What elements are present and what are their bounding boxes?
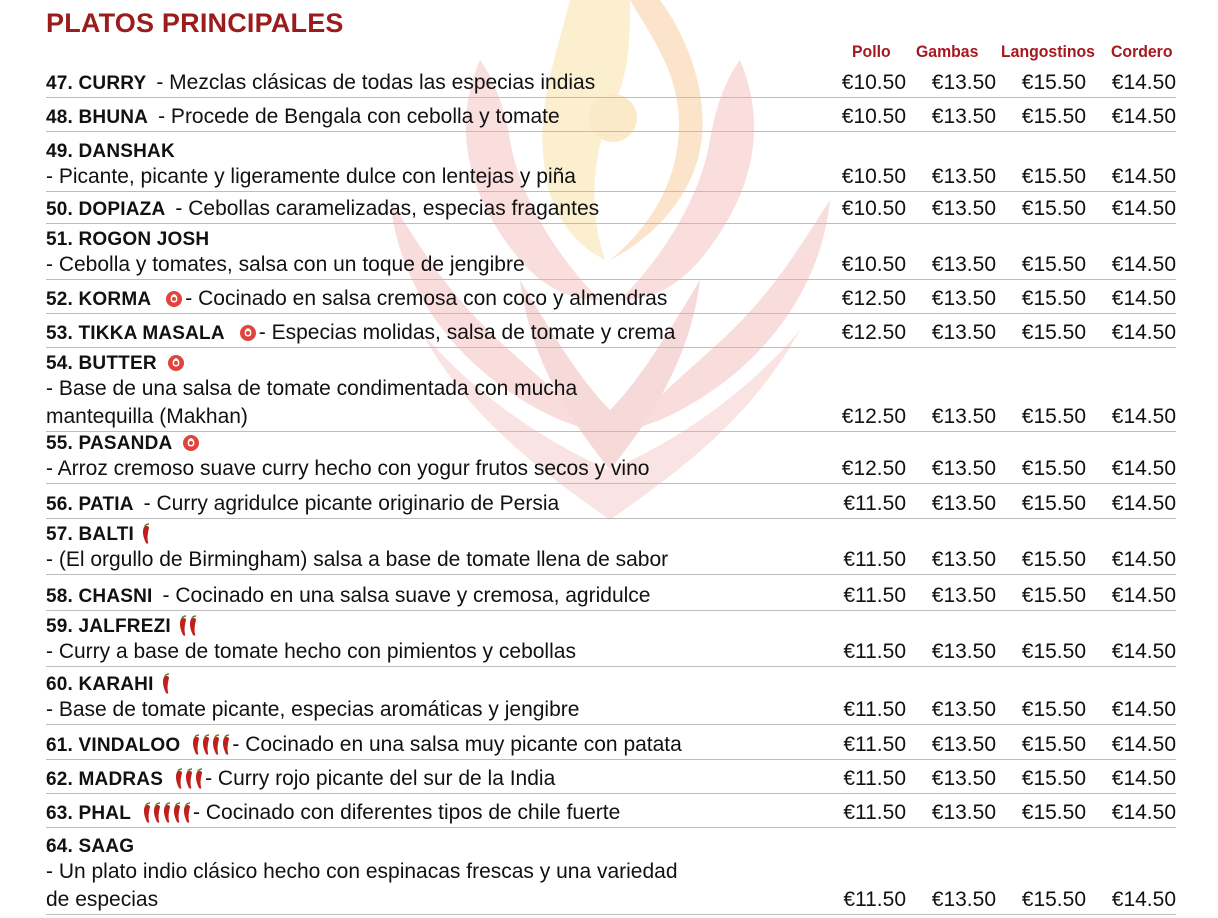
price-cell: €14.50	[1111, 492, 1176, 515]
dish-name: 47. CURRY	[46, 73, 147, 94]
dish-name: 60. KARAHI	[46, 674, 154, 695]
price-cell: €14.50	[1111, 640, 1176, 663]
price-group	[816, 285, 1176, 313]
menu-row	[46, 490, 1176, 519]
menu-row	[46, 731, 1176, 760]
dish-line	[46, 103, 1176, 131]
price-group	[816, 731, 1176, 759]
dish-name: 58. CHASNI	[46, 586, 153, 607]
dish-name: 57. BALTI	[46, 524, 135, 545]
price-cell: €15.50	[1021, 105, 1086, 128]
price-cell: €13.50	[931, 640, 996, 663]
price-group	[816, 799, 1176, 827]
price-cell: €14.50	[1111, 405, 1176, 428]
dish-line	[46, 731, 1176, 759]
menu-row	[46, 195, 1176, 224]
price-group	[816, 319, 1176, 347]
dish-description-line	[46, 163, 1176, 191]
price-cell: €15.50	[1021, 888, 1086, 911]
dish-description: - Cebolla y tomates, salsa con un toque de jengibre	[46, 253, 525, 276]
price-cell: €10.50	[841, 197, 906, 220]
dish-name: 61. VINDALOO	[46, 735, 181, 756]
price-cell: €15.50	[1021, 492, 1086, 515]
price-cell: €10.50	[841, 253, 906, 276]
dish-description-line	[46, 886, 1176, 914]
menu-row	[46, 319, 1176, 348]
dish-line	[46, 319, 1176, 347]
price-cell: €13.50	[931, 197, 996, 220]
price-cell: €11.50	[843, 584, 906, 607]
price-cell: €14.50	[1111, 321, 1176, 344]
price-cell: €11.50	[843, 698, 906, 721]
dish-name: 52. KORMA	[46, 289, 152, 310]
price-cell: €12.50	[841, 457, 906, 480]
menu-row	[46, 524, 1176, 575]
dish-name: 62. MADRAS	[46, 769, 164, 790]
price-cell: €11.50	[843, 888, 906, 911]
price-cell: €11.50	[843, 640, 906, 663]
dish-name: 49. DANSHAK	[46, 141, 175, 162]
price-cell: €11.50	[843, 548, 906, 571]
chili-icon	[193, 768, 205, 790]
dish-description: - Arroz cremoso suave curry hecho con yogur frutos secos y vino	[46, 457, 650, 480]
price-cell: €15.50	[1021, 801, 1086, 824]
price-group	[816, 696, 1176, 724]
price-cell: €15.50	[1021, 457, 1086, 480]
dish-name: 59. JALFREZI	[46, 616, 171, 637]
dish-description: - Picante, picante y ligeramente dulce con lentejas y piña	[46, 165, 576, 188]
chili-icon	[160, 673, 172, 695]
dish-line	[46, 285, 1176, 313]
dish-description-line	[46, 375, 1176, 403]
price-group	[816, 195, 1176, 223]
menu-row	[46, 433, 1176, 484]
column-header-pollo: Pollo	[852, 42, 891, 61]
dish-name: 48. BHUNA	[46, 107, 149, 128]
price-cell: €13.50	[931, 405, 996, 428]
price-cell: €13.50	[931, 801, 996, 824]
dish-description: - Curry a base de tomate hecho con pimientos y cebollas	[46, 640, 576, 663]
dish-description: - Cocinado en una salsa suave y cremosa, agridulce	[162, 584, 651, 607]
nut-allergen-icon	[239, 324, 257, 342]
dish-description-line	[46, 858, 1176, 886]
dish-name: 51. ROGON JOSH	[46, 229, 210, 250]
dish-name-line	[46, 524, 1176, 546]
dish-description: - Cocinado en una salsa muy picante con patata	[232, 733, 682, 756]
price-group	[816, 163, 1176, 191]
chili-icon	[140, 523, 152, 545]
price-cell: €13.50	[931, 698, 996, 721]
price-cell: €14.50	[1111, 165, 1176, 188]
price-cell: €13.50	[931, 767, 996, 790]
dish-name: 50. DOPIAZA	[46, 199, 166, 220]
dish-name-line	[46, 229, 1176, 251]
price-group	[816, 886, 1176, 914]
menu-row	[46, 353, 1176, 432]
price-cell: €13.50	[931, 733, 996, 756]
price-cell: €10.50	[841, 105, 906, 128]
price-group	[816, 69, 1176, 97]
price-cell: €14.50	[1111, 698, 1176, 721]
price-cell: €14.50	[1111, 733, 1176, 756]
price-cell: €13.50	[931, 492, 996, 515]
dish-name: 55. PASANDA	[46, 433, 173, 454]
price-cell: €10.50	[841, 71, 906, 94]
menu-row	[46, 765, 1176, 794]
price-cell: €15.50	[1021, 253, 1086, 276]
menu-row	[46, 69, 1176, 98]
price-cell: €13.50	[931, 71, 996, 94]
dish-name: 53. TIKKA MASALA	[46, 323, 225, 344]
dish-line	[46, 582, 1176, 610]
price-cell: €15.50	[1021, 733, 1086, 756]
price-group	[816, 582, 1176, 610]
menu-row	[46, 799, 1176, 828]
price-cell: €14.50	[1111, 584, 1176, 607]
price-cell: €14.50	[1111, 548, 1176, 571]
nut-allergen-icon	[182, 434, 200, 452]
price-cell: €10.50	[841, 165, 906, 188]
price-cell: €13.50	[931, 253, 996, 276]
chili-icon	[181, 802, 193, 824]
dish-description-cont: mantequilla (Makhan)	[46, 405, 248, 428]
price-cell: €15.50	[1021, 767, 1086, 790]
price-cell: €15.50	[1021, 640, 1086, 663]
dish-name-line	[46, 353, 1176, 375]
nut-allergen-icon	[167, 354, 185, 372]
dish-line	[46, 490, 1176, 518]
price-group	[816, 103, 1176, 131]
dish-name: 64. SAAG	[46, 836, 135, 857]
menu-row	[46, 285, 1176, 314]
price-cell: €15.50	[1021, 584, 1086, 607]
menu-row	[46, 836, 1176, 915]
price-cell: €14.50	[1111, 801, 1176, 824]
price-cell: €15.50	[1021, 71, 1086, 94]
price-group	[816, 490, 1176, 518]
dish-name-line	[46, 674, 1176, 696]
column-header-langostinos: Langostinos	[1001, 42, 1095, 61]
dish-description-line	[46, 403, 1176, 431]
chili-icon	[187, 615, 199, 637]
price-cell: €14.50	[1111, 287, 1176, 310]
dish-description: - Base de una salsa de tomate condimentada con mucha	[46, 377, 578, 400]
price-cell: €14.50	[1111, 457, 1176, 480]
price-cell: €13.50	[931, 548, 996, 571]
menu-row	[46, 616, 1176, 667]
price-group	[816, 403, 1176, 431]
price-group	[816, 546, 1176, 574]
dish-description-line	[46, 455, 1176, 483]
dish-description: - Curry agridulce picante originario de Persia	[143, 492, 560, 515]
price-cell: €14.50	[1111, 767, 1176, 790]
price-cell: €12.50	[841, 287, 906, 310]
dish-description-cont: de especias	[46, 888, 159, 911]
price-group	[816, 765, 1176, 793]
price-cell: €15.50	[1021, 197, 1086, 220]
price-cell: €13.50	[931, 457, 996, 480]
dish-description-line	[46, 546, 1176, 574]
price-cell: €11.50	[843, 801, 906, 824]
dish-line	[46, 799, 1176, 827]
price-cell: €14.50	[1111, 888, 1176, 911]
nut-allergen-icon	[165, 290, 183, 308]
price-cell: €15.50	[1021, 698, 1086, 721]
dish-description-line	[46, 638, 1176, 666]
chili-icon	[220, 734, 232, 756]
price-cell: €15.50	[1021, 405, 1086, 428]
price-cell: €15.50	[1021, 165, 1086, 188]
dish-description: - Procede de Bengala con cebolla y tomate	[158, 105, 560, 128]
dish-description: - Cebollas caramelizadas, especias fragantes	[175, 197, 600, 220]
dish-name-line	[46, 836, 1176, 858]
dish-name: 63. PHAL	[46, 803, 132, 824]
price-cell: €14.50	[1111, 253, 1176, 276]
dish-name: 54. BUTTER	[46, 353, 157, 374]
dish-name: 56. PATIA	[46, 494, 134, 515]
dish-description: - Cocinado con diferentes tipos de chile fuerte	[193, 801, 621, 824]
dish-description: - Mezclas clásicas de todas las especias indias	[156, 71, 596, 94]
price-group	[816, 638, 1176, 666]
price-cell: €13.50	[931, 584, 996, 607]
price-cell: €13.50	[931, 105, 996, 128]
dish-description-line	[46, 251, 1176, 279]
price-cell: €11.50	[843, 492, 906, 515]
price-cell: €15.50	[1021, 548, 1086, 571]
menu-row	[46, 103, 1176, 132]
price-cell: €13.50	[931, 287, 996, 310]
price-cell: €15.50	[1021, 321, 1086, 344]
price-cell: €12.50	[841, 405, 906, 428]
column-header-gambas: Gambas	[916, 42, 979, 61]
price-cell: €12.50	[841, 321, 906, 344]
dish-description: - Especias molidas, salsa de tomate y crema	[258, 321, 676, 344]
dish-name-line	[46, 141, 1176, 163]
dish-description: - Un plato indio clásico hecho con espinacas frescas y una variedad	[46, 860, 678, 883]
price-cell: €13.50	[931, 321, 996, 344]
dish-description-line	[46, 696, 1176, 724]
dish-name-line	[46, 616, 1176, 638]
price-group	[816, 455, 1176, 483]
dish-line	[46, 195, 1176, 223]
price-cell: €13.50	[931, 888, 996, 911]
price-cell: €13.50	[931, 165, 996, 188]
dish-name-line	[46, 433, 1176, 455]
column-header-cordero: Cordero	[1111, 42, 1173, 61]
menu-row	[46, 582, 1176, 611]
dish-description: - (El orgullo de Birmingham) salsa a base de tomate llena de sabor	[46, 548, 669, 571]
price-cell: €14.50	[1111, 71, 1176, 94]
price-cell: €11.50	[843, 733, 906, 756]
dish-description: - Cocinado en salsa cremosa con coco y almendras	[185, 287, 668, 310]
section-title: PLATOS PRINCIPALES	[46, 8, 344, 38]
price-cell: €11.50	[843, 767, 906, 790]
dish-description: - Curry rojo picante del sur de la India	[205, 767, 556, 790]
menu-row	[46, 229, 1176, 280]
price-cell: €14.50	[1111, 197, 1176, 220]
price-cell: €14.50	[1111, 105, 1176, 128]
price-cell: €15.50	[1021, 287, 1086, 310]
menu-row	[46, 674, 1176, 725]
dish-description: - Base de tomate picante, especias aromáticas y jengibre	[46, 698, 580, 721]
dish-line	[46, 69, 1176, 97]
dish-line	[46, 765, 1176, 793]
price-group	[816, 251, 1176, 279]
menu-row	[46, 141, 1176, 192]
